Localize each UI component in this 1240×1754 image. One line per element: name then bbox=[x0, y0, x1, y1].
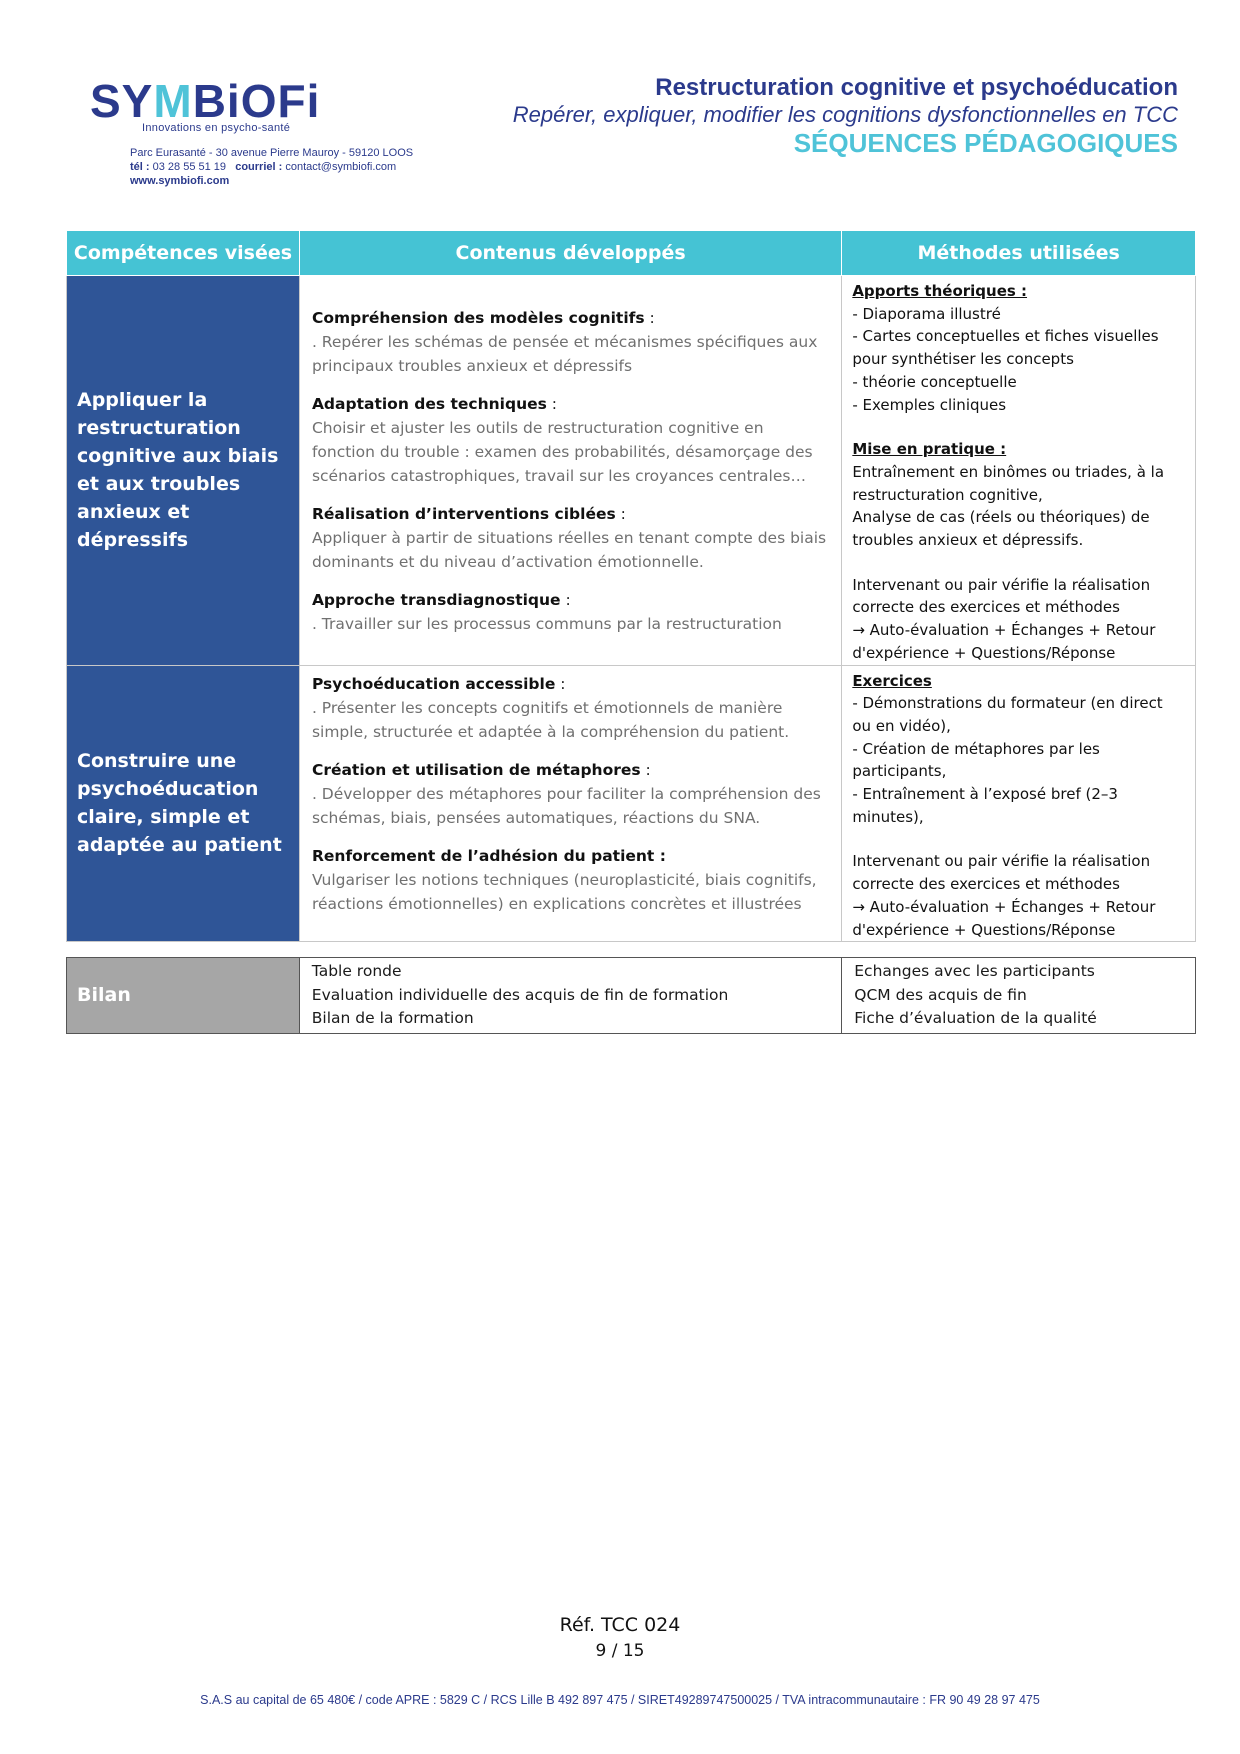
logo-wordmark: SYMBiOFi bbox=[90, 75, 321, 127]
document-title: Restructuration cognitive et psychoéducation bbox=[655, 74, 1178, 101]
content-block: Renforcement de l’adhésion du patient : Vulgariser les notions techniques (neuroplasticité, biais cognitifs, réactions émotionnelles) en explications concrètes et illustrées bbox=[311, 846, 817, 913]
email: contact@symbiofi.com bbox=[285, 161, 397, 173]
document-heading bbox=[418, 74, 1178, 158]
symbiofi-logo bbox=[90, 75, 330, 138]
section-title: SÉQUENCES PÉDAGOGIQUES bbox=[793, 128, 1178, 158]
content-block: Réalisation d’interventions ciblées : Appliquer à partir de situations réelles en tenant compte des biais dominants et du niveau d’activation émotionnelle. bbox=[311, 505, 827, 571]
header-methodes: Méthodes utilisées bbox=[842, 231, 1196, 276]
list-item: Evaluation individuelle des acquis de fin de formation bbox=[311, 985, 729, 1004]
table-row bbox=[67, 958, 1196, 1034]
legal-footer: S.A.S au capital de 65 480€ / code APRE : 5829 C / RCS Lille B 492 897 475 / SIRET49289747500025 / TVA intracommunautaire : FR 90 49 28 97 475 bbox=[200, 1693, 1040, 1707]
method-item: - Démonstrations du formateur (en direct ou en vidéo), bbox=[852, 694, 1163, 735]
logo-tagline: Innovations en psycho-santé bbox=[142, 122, 291, 134]
methods-heading: Apports théoriques : bbox=[852, 282, 1028, 300]
competence-cell: Construire une psychoéducation claire, simple et adaptée au patient bbox=[67, 665, 300, 942]
phone: 03 28 55 51 19 bbox=[152, 161, 227, 173]
page-number: 9 / 15 bbox=[595, 1641, 645, 1661]
website: www.symbiofi.com bbox=[130, 175, 230, 187]
list-item: Echanges avec les participants bbox=[854, 962, 1095, 980]
method-item: - Création de métaphores par les participants, bbox=[852, 739, 1100, 781]
bilan-table bbox=[66, 957, 1196, 1034]
method-item: - Cartes conceptuelles et fiches visuelles pour synthétiser les concepts bbox=[852, 327, 1159, 369]
document-subtitle: Repérer, expliquer, modifier les cognitions dysfonctionnelles en TCC bbox=[512, 102, 1178, 127]
list-item: Fiche d’évaluation de la qualité bbox=[854, 1009, 1097, 1027]
method-item: - théorie conceptuelle bbox=[852, 372, 1017, 391]
company-address bbox=[130, 146, 413, 188]
bilan-label: Bilan bbox=[67, 958, 300, 1034]
list-item: Bilan de la formation bbox=[311, 1009, 474, 1027]
methods-heading: Exercices bbox=[852, 671, 932, 690]
contents-cell bbox=[299, 665, 841, 942]
header-competences: Compétences visées bbox=[67, 231, 300, 276]
sequences-table bbox=[66, 230, 1196, 942]
method-closing: Intervenant ou pair vérifie la réalisation correcte des exercices et méthodes bbox=[852, 852, 1151, 894]
list-item: Table ronde bbox=[311, 962, 402, 980]
address-line: Parc Eurasanté - 30 avenue Pierre Mauroy - 59120 LOOS bbox=[130, 147, 414, 159]
bilan-methods bbox=[842, 958, 1196, 1034]
method-item: - Exemples cliniques bbox=[852, 395, 1007, 414]
method-closing: Intervenant ou pair vérifie la réalisation correcte des exercices et méthodes bbox=[852, 575, 1151, 617]
content-block: Compréhension des modèles cognitifs : . Repérer les schémas de pensée et mécanismes spécifiques aux principaux troubles anxieux et dépressifs bbox=[311, 309, 818, 375]
table-row bbox=[67, 276, 1196, 666]
contents-cell bbox=[299, 276, 841, 666]
list-item: QCM des acquis de fin bbox=[854, 985, 1027, 1004]
competence-cell: Appliquer la restructuration cognitive aux biais et aux troubles anxieux et dépressifs bbox=[67, 276, 300, 666]
contact-line: tél : 03 28 55 51 19 courriel : contact@symbiofi.com bbox=[130, 161, 397, 173]
bilan-contents bbox=[299, 958, 841, 1034]
document-reference: Réf. TCC 024 bbox=[559, 1614, 681, 1636]
table-header-row bbox=[67, 231, 1196, 276]
method-item: - Diaporama illustré bbox=[852, 304, 1001, 323]
method-loop: → Auto-évaluation + Échanges + Retour d'expérience + Questions/Réponse bbox=[852, 621, 1156, 662]
content-block: Adaptation des techniques : Choisir et ajuster les outils de restructuration cognitive en fonction du trouble : examen des probabilités, désamorçage des scénarios catastrophiques, travail sur les croyances centrales… bbox=[311, 395, 813, 485]
method-loop: → Auto-évaluation + Échanges + Retour d'expérience + Questions/Réponse bbox=[852, 897, 1156, 939]
methods-cell bbox=[842, 665, 1196, 942]
content-block: Psychoéducation accessible : . Présenter les concepts cognitifs et émotionnels de manière simple, structurée et adaptée à la compréhension du patient. bbox=[311, 674, 790, 741]
table-row bbox=[67, 665, 1196, 942]
method-item: Entraînement en binômes ou triades, à la restructuration cognitive, bbox=[852, 462, 1165, 504]
content-block: Approche transdiagnostique : . Travailler sur les processus communs par la restructuration bbox=[311, 591, 782, 633]
methods-heading: Mise en pratique : bbox=[852, 440, 1007, 459]
method-item: - Entraînement à l’exposé bref (2–3 minutes), bbox=[852, 785, 1118, 826]
header-contenus: Contenus développés bbox=[299, 231, 841, 276]
method-item: Analyse de cas (réels ou théoriques) de troubles anxieux et dépressifs. bbox=[852, 508, 1150, 550]
content-block: Création et utilisation de métaphores : . Développer des métaphores pour faciliter la compréhension des schémas, biais, pensées automatiques, réactions du SNA. bbox=[311, 760, 821, 827]
methods-cell bbox=[842, 276, 1196, 666]
